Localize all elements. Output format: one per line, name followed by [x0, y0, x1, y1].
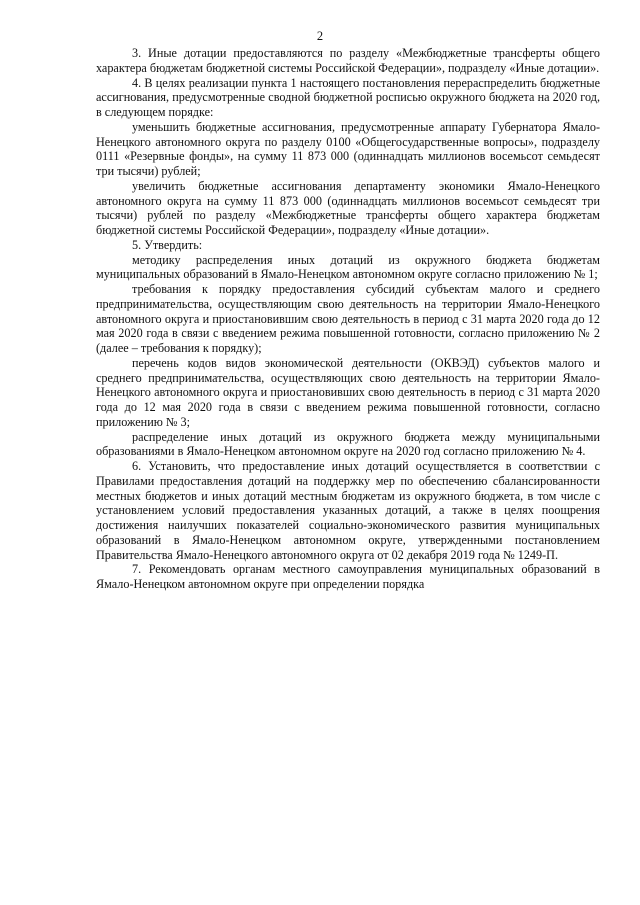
paragraph-requirements-appendix-2: требования к порядку предоставления субсидий субъектам малого и среднего предпринимательства, осуществляющим свою деятельность на территории Ямало-Ненецкого автономного округа и приостановившим свою деятельность в период с 31 марта 2020 года до 12 мая 2020 года в связи с введением режима повышенной готовности, согласно приложению № 2 (далее – требования к порядку);	[96, 282, 600, 355]
paragraph-4-reallocation: 4. В целях реализации пункта 1 настоящего постановления перераспределить бюджетные ассигнования, предусмотренные сводной бюджетной росписью окружного бюджета на 2020 год, в следующем порядке:	[96, 75, 600, 119]
paragraph-7-recommend: 7. Рекомендовать органам местного самоуправления муниципальных образований в Ямало-Ненецком автономном округе при определении порядка	[96, 562, 600, 591]
paragraph-6-establish: 6. Установить, что предоставление иных дотаций осуществляется в соответствии с Правилами предоставления дотаций на поддержку мер по обеспечению сбалансированности местных бюджетов и иных дотаций местным бюджетам из окружного бюджета, в том числе с установлением условий предоставления указанных дотаций, а также в целях поощрения достижения наилучших показателей социально-экономического развития муниципальных образований в Ямало-Ненецком автономном округе, утвержденными постановлением Правительства Ямало-Ненецкого автономного округа от 02 декабря 2019 года № 1249-П.	[96, 459, 600, 562]
page-number: 2	[316, 29, 324, 43]
paragraph-5-approve: 5. Утвердить:	[132, 237, 203, 252]
paragraph-decrease-allocations: уменьшить бюджетные ассигнования, предусмотренные аппарату Губернатора Ямало-Ненецкого автономного округа по разделу 0100 «Общегосударственные вопросы», подразделу 0111 «Резервные фонды», на сумму 11 873 000 (одиннадцать миллионов восемьсот семьдесят три тысячи) рублей;	[96, 119, 600, 178]
paragraph-increase-allocations: увеличить бюджетные ассигнования департаменту экономики Ямало-Ненецкого автономного округа на сумму 11 873 000 (одиннадцать миллионов восемьсот семьдесят три тысячи) рублей по разделу «Межбюджетные трансферты общего характера бюджетам бюджетной системы Российской Федерации», подразделу «Иные дотации».	[96, 178, 600, 237]
paragraph-methodology-appendix-1: методику распределения иных дотаций из окружного бюджета бюджетам муниципальных образований в Ямало-Ненецком автономном округе согласно приложению № 1;	[96, 252, 600, 282]
paragraph-3-other-subsidies-section: 3. Иные дотации предоставляются по разделу «Межбюджетные трансферты общего характера бюджетам бюджетной системы Российской Федерации», подразделу «Иные дотации».	[96, 46, 600, 75]
paragraph-distribution-appendix-4: распределение иных дотаций из окружного бюджета между муниципальными образованиями в Ямало-Ненецком автономном округе на 2020 год согласно приложению № 4.	[96, 429, 600, 459]
paragraph-okved-list-appendix-3: перечень кодов видов экономической деятельности (ОКВЭД) субъектов малого и среднего предпринимательства, осуществляющих свою деятельность на территории Ямало-Ненецкого автономного округа и приостановивших свою деятельность в период с 31 марта 2020 года до 12 мая 2020 года в связи с введением режима повышенной готовности, согласно приложению № 3;	[96, 355, 600, 429]
document-body	[96, 46, 600, 592]
